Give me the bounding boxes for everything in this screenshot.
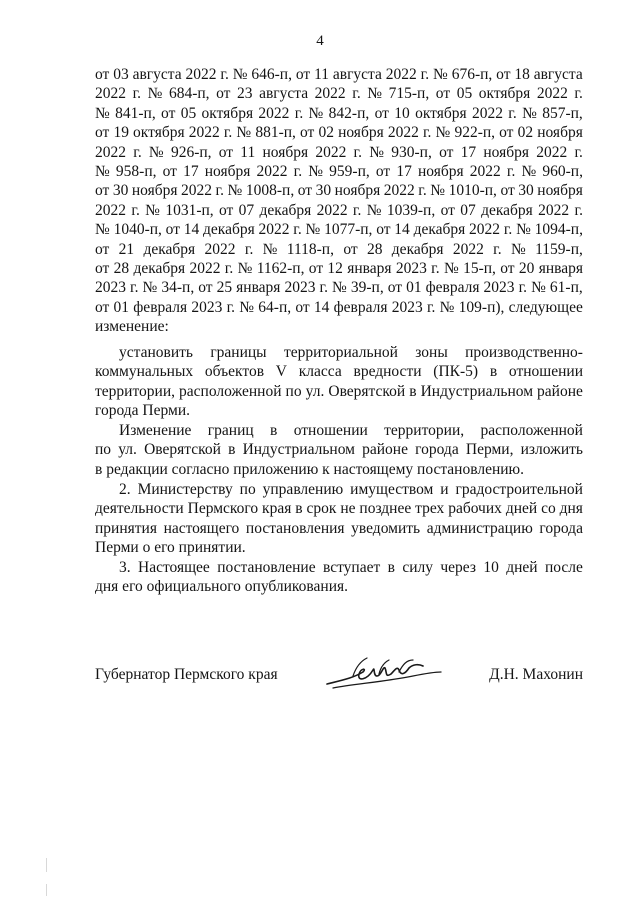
text-line: от 01 февраля 2023 г. № 64-п, от 14 февраля 2023 г. № 109-п), следующее — [95, 298, 583, 316]
text-line: 3. Настоящее постановление вступает в силу через 10 дней после — [119, 559, 583, 576]
text-line: от 19 октября 2022 г. № 881-п, от 02 ноября 2022 г. № 922-п, от 02 ноября — [95, 124, 583, 142]
text-line: Перми о его принятии. — [95, 539, 246, 557]
text-line: 2022 г. № 926-п, от 11 ноября 2022 г. № 930-п, от 17 ноября 2022 г. — [95, 143, 583, 161]
text-line: от 03 августа 2022 г. № 646-п, от 11 августа 2022 г. № 676-п, от 18 августа — [95, 66, 583, 83]
signature-block — [95, 662, 583, 712]
text-line: города Перми. — [95, 402, 190, 420]
text-line: по ул. Оверятской в Индустриальном районе города Перми, изложить — [95, 441, 583, 459]
page-number: 4 — [316, 33, 324, 49]
paragraph-zone-boundaries — [95, 343, 583, 421]
text-line: Изменение границ в отношении территории, расположенной — [119, 422, 583, 439]
scan-edge-mark — [46, 884, 47, 896]
text-line: территории, расположенной по ул. Оверятской в Индустриальном районе — [95, 382, 583, 400]
paragraph-item-2 — [95, 480, 583, 558]
text-line: в редакции согласно приложению к настоящему постановлению. — [95, 460, 524, 478]
handwritten-signature — [323, 654, 443, 694]
text-line: 2. Министерству по управлению имуществом и градостроительной — [119, 481, 583, 498]
paragraph-boundary-change — [95, 421, 583, 479]
text-line: 2022 г. № 1031-п, от 07 декабря 2022 г. № 1039-п, от 07 декабря 2022 г. — [95, 201, 583, 219]
scan-edge-mark — [46, 858, 47, 872]
text-line: № 841-п, от 05 октября 2022 г. № 842-п, от 10 октября 2022 г. № 857-п, — [95, 104, 583, 122]
text-line: от 28 декабря 2022 г. № 1162-п, от 12 января 2023 г. № 15-п, от 20 января — [95, 259, 583, 277]
text-line: № 958-п, от 17 ноября 2022 г. № 959-п, от 17 ноября 2022 г. № 960-п, — [95, 162, 583, 180]
text-line: деятельности Пермского края в срок не позднее трех рабочих дней со дня — [95, 500, 583, 518]
paragraph-amendment-list — [95, 65, 583, 336]
text-line: 2022 г. № 684-п, от 23 августа 2022 г. № 715-п, от 05 октября 2022 г. — [95, 85, 583, 103]
paragraph-item-3 — [95, 558, 583, 597]
text-line: принятия настоящего постановления уведомить администрацию города — [95, 519, 583, 537]
text-line: изменение: — [95, 318, 169, 336]
signatory-title: Губернатор Пермского края — [95, 666, 278, 683]
text-line: № 1040-п, от 14 декабря 2022 г. № 1077-п, от 14 декабря 2022 г. № 1094-п, — [95, 221, 583, 239]
text-line: установить границы территориальной зоны производственно- — [119, 344, 583, 361]
text-line: коммунальных объектов V класса вредности (ПК-5) в отношении — [95, 363, 583, 381]
text-line: дня его официального опубликования. — [95, 578, 349, 596]
signatory-name: Д.Н. Махонин — [489, 666, 583, 683]
text-line: от 30 ноября 2022 г. № 1008-п, от 30 ноября 2022 г. № 1010-п, от 30 ноября — [95, 182, 583, 200]
text-line: 2023 г. № 34-п, от 25 января 2023 г. № 39-п, от 01 февраля 2023 г. № 61-п, — [95, 279, 583, 297]
text-line: от 21 декабря 2022 г. № 1118-п, от 28 декабря 2022 г. № 1159-п, — [95, 240, 583, 258]
